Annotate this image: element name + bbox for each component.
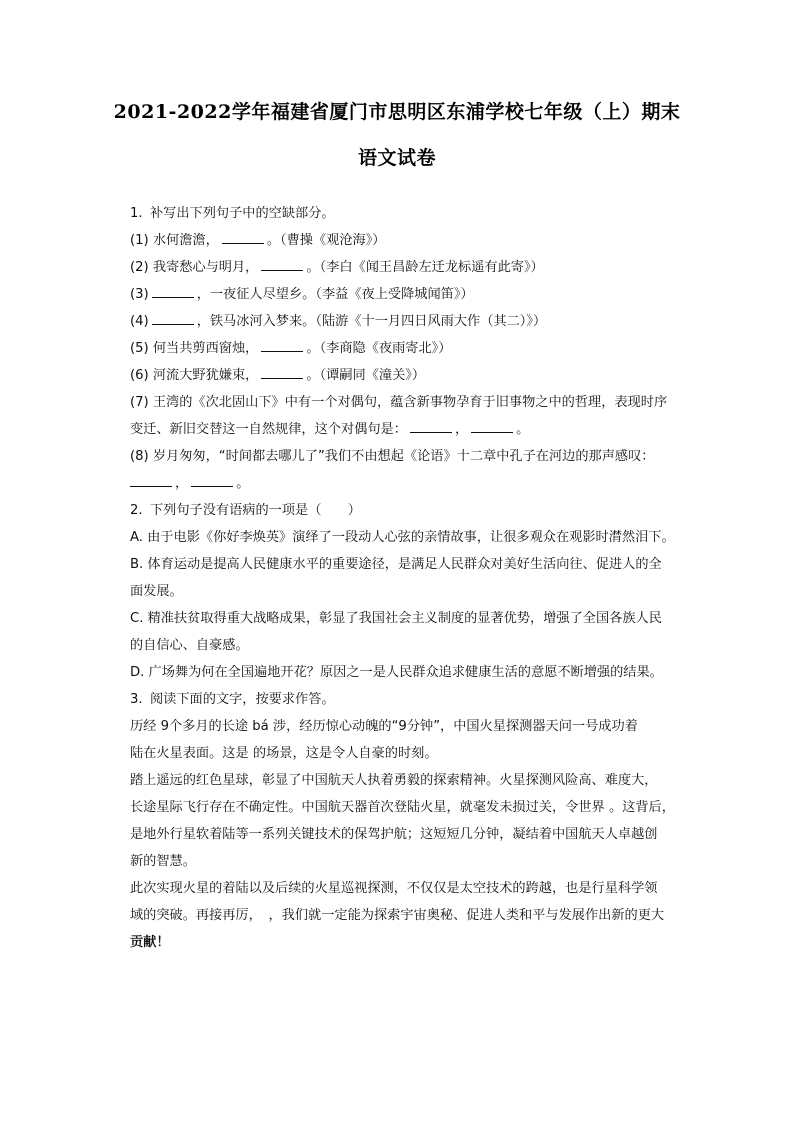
q3-para3-line3: 贡献！ <box>130 935 170 950</box>
q1-item-8-mid: ， <box>175 476 189 491</box>
q1-stem: 补写出下列句子中的空缺部分。 <box>150 206 335 221</box>
q1-item-4-pre: (4) <box>130 314 149 329</box>
answer-blank[interactable] <box>261 338 303 352</box>
q3-para3-line1: 此次实现火星的着陆以及后续的火星巡视探测，不仅仅是太空技术的跨越，也是行星科学领 <box>130 881 658 896</box>
q1-item-8-post: 。 <box>236 476 250 491</box>
q1-item-6-post: 。（谭嗣同《潼关》） <box>306 368 426 383</box>
exam-content <box>130 200 700 956</box>
q3-stem: 阅读下面的文字，按要求作答。 <box>150 692 335 707</box>
q1-item-7-line2 <box>130 416 700 443</box>
q1-item-2-post: 。（李白《闻王昌龄左迁龙标遥有此寄》） <box>306 260 544 275</box>
exam-title-line1: 2021-2022学年福建省厦门市思明区东浦学校七年级（上）期末 <box>113 101 681 123</box>
q1-item-3-post: ，一夜征人尽望乡。（李益《夜上受降城闻笛》） <box>196 287 474 302</box>
answer-blank[interactable] <box>410 419 452 433</box>
q2-number: 2. <box>130 503 143 518</box>
q1-item-6-pre: (6) 河流大野犹嫌束， <box>130 368 259 383</box>
answer-blank[interactable] <box>261 257 303 271</box>
q2-option-b-line2: 面发展。 <box>130 584 183 599</box>
q1-item-5-post: 。（李商隐《夜雨寄北》） <box>306 341 452 356</box>
q3-para2-line3: 是地外行星软着陆等一系列关键技术的保驾护航；这短短几分钟，凝结着中国航天人卓越创 <box>130 827 658 842</box>
q1-item-7-mid: ， <box>454 422 469 437</box>
q1-item-7-line1: (7) 王湾的《次北固山下》中有一个对偶句，蕴含新事物孕育于旧事物之中的哲理，表现时序 <box>130 395 668 410</box>
q1-item-1-post: 。（曹操《观沧海》） <box>266 233 386 248</box>
q1-item-4-post: ，铁马冰河入梦来。（陆游《十一月四日风雨大作（其二）》） <box>196 314 547 329</box>
q1-stem-line <box>130 200 700 227</box>
answer-blank[interactable] <box>191 473 233 487</box>
q3-para3-line2: 域的突破。再接再厉， ，我们就一定能为探索宇宙奥秘、促进人类和平与发展作出新的更大 <box>130 908 665 923</box>
q3-para1-line2: 陆在火星表面。这是 的场景，这是令人自豪的时刻。 <box>130 746 438 761</box>
q1-item-1-pre: (1) 水何澹澹， <box>130 233 219 248</box>
q1-item-2 <box>130 254 700 281</box>
q1-item-8-line2 <box>130 470 700 497</box>
q2-option-c-line1[interactable]: C. 精准扶贫取得重大战略成果，彰显了我国社会主义制度的显著优势，增强了全国各族人民 <box>130 611 662 626</box>
q1-item-7-pre: 变迁、新旧交替这一自然规律，这个对偶句是： <box>130 422 407 437</box>
q2-stem: 下列句子没有语病的一项是（ ） <box>150 503 361 518</box>
q1-item-5 <box>130 335 700 362</box>
q1-item-8-line1: (8) 岁月匆匆，“时间都去哪儿了”我们不由想起《论语》十二章中孔子在河边的那声感叹： <box>130 449 655 464</box>
q1-number: 1. <box>130 206 143 221</box>
q1-item-5-pre: (5) 何当共剪西窗烛， <box>130 341 259 356</box>
answer-blank[interactable] <box>222 230 264 244</box>
q2-stem-line <box>130 497 700 524</box>
q1-item-3-pre: (3) <box>130 287 149 302</box>
q1-item-3 <box>130 281 700 308</box>
q1-item-6 <box>130 362 700 389</box>
q1-item-2-pre: (2) 我寄愁心与明月， <box>130 260 259 275</box>
answer-blank[interactable] <box>152 311 194 325</box>
exam-title-line2: 语文试卷 <box>357 147 436 169</box>
q3-para1-line1: 历经 9个多月的长途 bá 涉，经历惊心动魄的“9分钟”，中国火星探测器天问一号成功着 <box>130 719 638 734</box>
q3-para2-line4: 新的智慧。 <box>130 854 196 869</box>
q3-para2-line2: 长途星际飞行存在不确定性。中国航天器首次登陆火星，就毫发未损过关，令世界 。这背后， <box>130 800 675 815</box>
q3-number: 3. <box>130 692 143 707</box>
q3-para2-line1: 踏上遥远的红色星球，彰显了中国航天人执着勇毅的探索精神。火星探测风险高、难度大， <box>130 773 658 788</box>
q2-option-a[interactable]: A. 由于电影《你好李焕英》演绎了一段动人心弦的亲情故事，让很多观众在观影时潸然泪下。 <box>130 530 675 545</box>
answer-blank[interactable] <box>471 419 513 433</box>
q1-item-4 <box>130 308 700 335</box>
q2-option-d[interactable]: D. 广场舞为何在全国遍地开花？原因之一是人民群众追求健康生活的意愿不断增强的结果。 <box>130 665 663 680</box>
q1-item-7-post: 。 <box>516 422 530 437</box>
q1-item-1 <box>130 227 700 254</box>
q2-option-b-line1[interactable]: B. 体育运动是提高人民健康水平的重要途径，是满足人民群众对美好生活向往、促进人的全 <box>130 557 662 572</box>
answer-blank[interactable] <box>261 365 303 379</box>
q3-stem-line <box>130 686 700 713</box>
answer-blank[interactable] <box>130 473 172 487</box>
answer-blank[interactable] <box>152 284 194 298</box>
q2-option-c-line2: 的自信心、自豪感。 <box>130 638 249 653</box>
